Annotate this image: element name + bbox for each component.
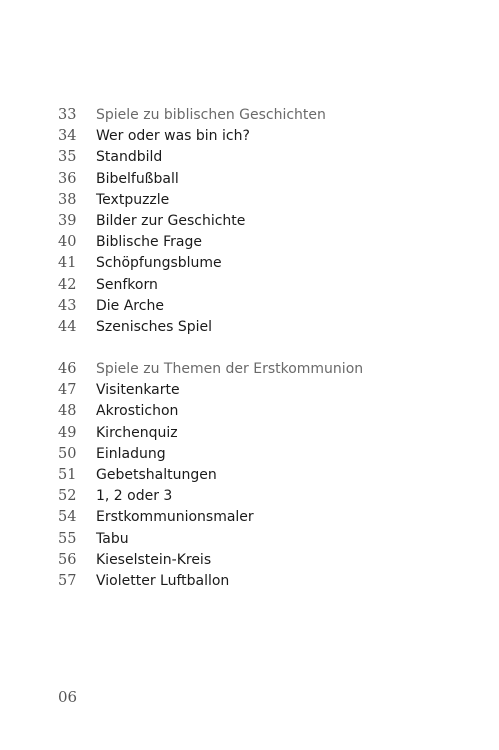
toc-entry-title: Biblische Frage [96,234,202,251]
toc-page-number: 42 [58,276,77,293]
toc-page-number: 40 [58,234,77,251]
toc-page-number: 46 [58,361,77,377]
toc-entry-title: Tabu [96,530,129,547]
toc-entry-title: Visitenkarte [96,382,180,399]
toc-entry [58,126,478,147]
toc-page-number: 55 [58,530,77,547]
toc-entry-title: Szenisches Spiel [96,318,212,335]
toc-page-number: 54 [58,509,77,526]
toc-entry [58,529,478,550]
toc-entry [58,380,478,401]
toc-entry [58,147,478,168]
toc-page-number: 43 [58,297,77,314]
toc-page-number: 35 [58,149,77,166]
toc-section-first-communion [58,359,478,592]
toc-entry-title: Kirchenquiz [96,424,178,441]
toc-page-number: 57 [58,572,77,589]
toc-entry-title: Kieselstein-Kreis [96,551,212,568]
toc-page-number: 34 [58,128,77,145]
toc-page-number: 36 [58,170,77,187]
toc-page-number: 41 [58,255,77,272]
toc-page-number: 50 [58,445,77,462]
toc-page-number: 39 [58,212,77,229]
toc-page-number: 48 [58,403,77,420]
toc-entry [58,571,478,592]
toc-entry [58,507,478,528]
toc-entry [58,550,478,571]
toc-section-heading [58,359,478,380]
toc-entry-title: Akrostichon [96,403,179,420]
toc-entry [58,296,478,317]
toc-entry [58,190,478,211]
toc-entry [58,232,478,253]
toc-entry-title: Erstkommunionsmaler [96,509,254,526]
toc-entry-title: Textpuzzle [96,191,170,208]
page-folio: 06 [58,688,78,706]
toc-entry-title: 1, 2 oder 3 [96,488,173,505]
toc-page-number: 33 [58,107,77,123]
toc-entry-title: Gebetshaltungen [96,466,217,483]
toc-page-number: 51 [58,466,77,483]
toc-entry-title: Schöpfungsblume [96,255,222,272]
toc-heading-title: Spiele zu biblischen Geschichten [96,107,326,123]
toc-entry [58,465,478,486]
toc-entry [58,444,478,465]
toc-entry [58,486,478,507]
toc-entry [58,401,478,422]
toc-page-number: 52 [58,488,77,505]
toc-entry-title: Einladung [96,445,166,462]
toc-entry-title: Bilder zur Geschichte [96,212,246,229]
toc-page-number: 56 [58,551,77,568]
toc-entry-title: Wer oder was bin ich? [96,128,250,145]
toc-heading-title: Spiele zu Themen der Erstkommunion [96,361,364,377]
toc-entry-title: Bibelfußball [96,170,179,187]
toc-page-number: 44 [58,318,77,335]
toc-section-biblical-stories [58,105,478,338]
toc-entry [58,169,478,190]
toc-page-number: 38 [58,191,77,208]
toc-page-number: 49 [58,424,77,441]
toc-entry [58,423,478,444]
toc-page-number: 47 [58,382,77,399]
toc-entry [58,317,478,338]
toc-entry-title: Die Arche [96,297,164,314]
toc-entry [58,253,478,274]
toc-entry [58,211,478,232]
toc-entry-title: Senfkorn [96,276,158,293]
toc-entry-title: Violetter Luftballon [96,572,230,589]
toc-entry [58,275,478,296]
toc-entry-title: Standbild [96,149,163,166]
toc-section-heading [58,105,478,126]
